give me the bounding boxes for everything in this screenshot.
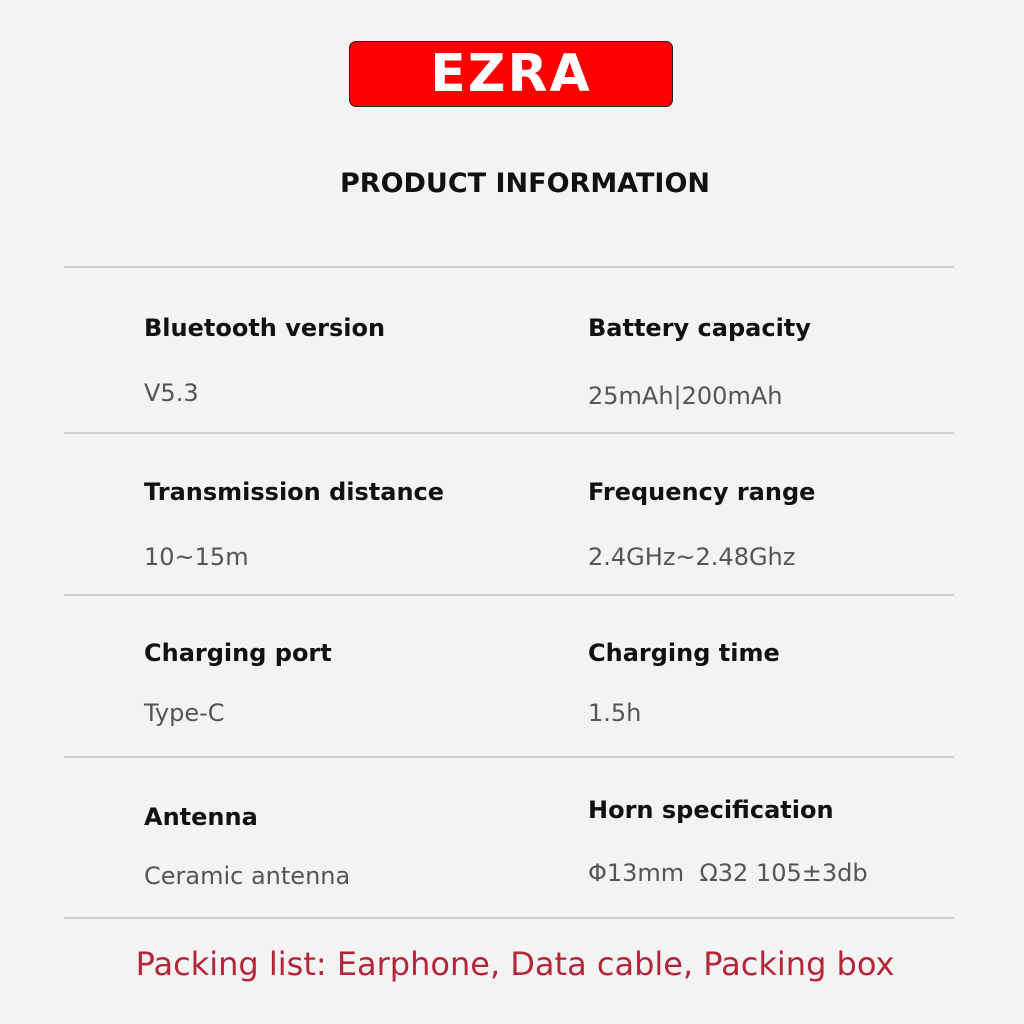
spec-value-antenna: Ceramic antenna — [144, 862, 351, 890]
spec-value-frequency-range: 2.4GHz~2.48Ghz — [588, 543, 796, 571]
spec-value-transmission-distance: 10~15m — [144, 543, 249, 571]
spec-value-bluetooth-version: V5.3 — [144, 379, 199, 407]
spec-label-transmission-distance: Transmission distance — [144, 478, 445, 506]
spec-label-bluetooth-version: Bluetooth version — [144, 314, 386, 342]
spec-label-charging-port: Charging port — [144, 639, 332, 667]
page-title: PRODUCT INFORMATION — [339, 168, 710, 199]
divider — [64, 756, 954, 758]
divider — [64, 266, 954, 268]
packing-list: Packing list: Earphone, Data cable, Packing box — [135, 945, 895, 983]
divider — [64, 917, 954, 919]
spec-label-frequency-range: Frequency range — [588, 478, 816, 506]
spec-label-antenna: Antenna — [144, 803, 258, 831]
spec-value-charging-time: 1.5h — [588, 699, 642, 727]
brand-logo-badge — [349, 41, 673, 107]
spec-label-charging-time: Charging time — [588, 639, 780, 667]
brand-name: EZRA — [430, 44, 592, 104]
spec-value-battery-capacity: 25mAh|200mAh — [588, 382, 783, 410]
divider — [64, 432, 954, 434]
spec-value-charging-port: Type-C — [144, 699, 225, 727]
divider — [64, 594, 954, 596]
spec-value-horn-specification: Φ13mm Ω32 105±3db — [588, 859, 868, 887]
spec-label-horn-specification: Horn specification — [588, 796, 834, 824]
spec-label-battery-capacity: Battery capacity — [588, 314, 811, 342]
